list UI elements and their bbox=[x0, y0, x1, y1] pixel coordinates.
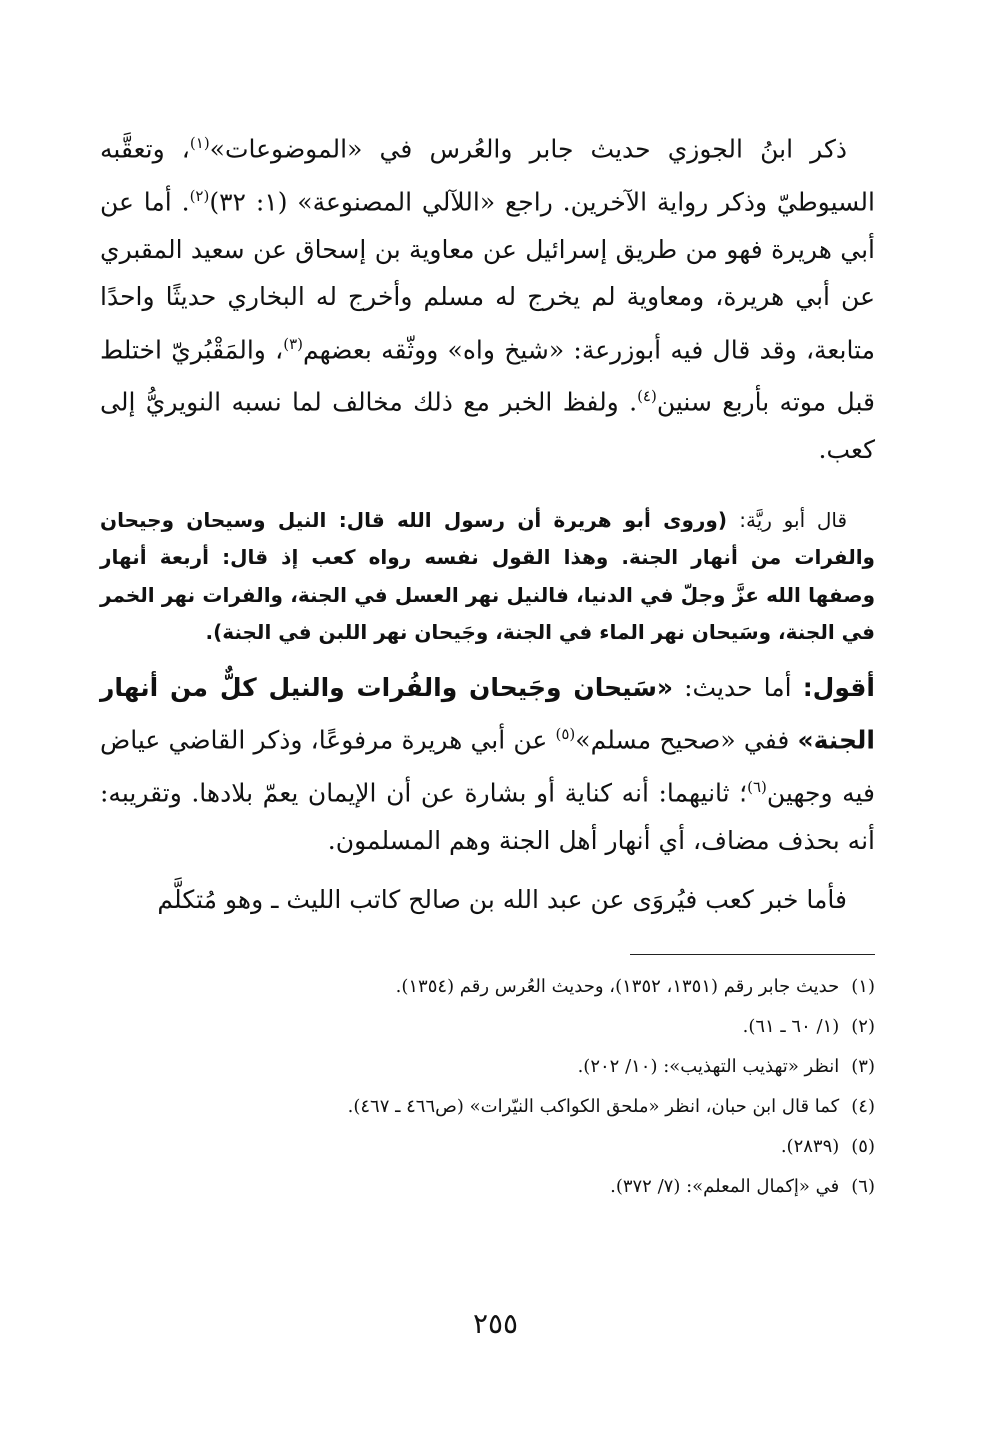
paragraph-1-part-1: ذكر ابنُ الجوزي حديث جابر والعُرس في «الموضوعات» bbox=[209, 134, 847, 164]
last-paragraph-text: فأما خبر كعب فيُروَى عن عبد الله بن صالح كاتب الليث ـ وهو مُتكلَّم bbox=[157, 885, 847, 915]
footnote-5 bbox=[100, 1127, 875, 1167]
page-content bbox=[100, 120, 875, 1207]
reply-paragraph bbox=[100, 664, 875, 865]
footnote-ref-3[interactable]: (٣) bbox=[283, 334, 303, 353]
footnote-3 bbox=[100, 1047, 875, 1087]
footnote-text: (١/ ٦٠ ـ ٦١). bbox=[742, 1015, 840, 1037]
footnote-number: (٣) bbox=[851, 1055, 875, 1077]
footnote-ref-5[interactable]: (٥) bbox=[555, 725, 576, 744]
last-paragraph bbox=[100, 876, 875, 924]
footnote-number: (٢) bbox=[851, 1015, 875, 1037]
hadith-text: «سَيحان وجَيحان والفُرات والنيل كلٌّ من أنهار الجنة» bbox=[100, 672, 875, 755]
reply-part-4: ؛ ثانيهما: أنه كناية أو بشارة عن أن الإيمان يعمّ بلادها. وتقريبه: أنه بحذف مضاف، أي أنهار أهل الجنة وهم المسلمون. bbox=[100, 778, 875, 855]
reply-part-3: عن أبي هريرة مرفوعًا، وذكر القاضي عياض فيه وجهين bbox=[100, 725, 875, 808]
footnote-number: (٤) bbox=[851, 1095, 875, 1117]
footnote-text: انظر «تهذيب التهذيب»: (١٠/ ٢٠٢). bbox=[577, 1055, 840, 1077]
footnote-text: كما قال ابن حبان، انظر «ملحق الكواكب النيّرات» (ص٤٦٦ ـ ٤٦٧). bbox=[347, 1095, 840, 1117]
paragraph-1-part-3: . أما عن أبي هريرة فهو من طريق إسرائيل عن معاوية بن إسحاق عن سعيد المقبري عن أبي هريرة، ومعاوية لم يخرج له مسلم وأخرج له البخاري حديثًا واحدًا متابعة، وقد قال فيه أبوزرعة: «شيخ واه» ووثّقه بعضهم bbox=[100, 187, 875, 364]
paragraph-1-part-2: ، وتعقَّبه السيوطيّ وذكر رواية الآخرين. راجع «اللآلي المصنوعة» (١: ٣٢) bbox=[100, 134, 875, 217]
footnote-ref-4[interactable]: (٤) bbox=[637, 387, 657, 406]
footnotes bbox=[100, 967, 875, 1207]
quoted-block bbox=[100, 502, 875, 652]
footnote-ref-2[interactable]: (٢) bbox=[189, 186, 210, 205]
page-number: ٢٥٥ bbox=[472, 1307, 519, 1340]
footnote-text: في «إكمال المعلم»: (٧/ ٣٧٢). bbox=[610, 1175, 840, 1197]
paragraph-1-part-4: ، والمَقْبُريّ اختلط قبل موته بأربع سنين bbox=[100, 334, 875, 417]
reply-part-2: ففي «صحيح مسلم» bbox=[575, 725, 798, 755]
footnote-number: (١) bbox=[851, 975, 875, 997]
footnote-2 bbox=[100, 1007, 875, 1047]
quote-text: (وروى أبو هريرة أن رسول الله قال: النيل وسيحان وجيحان والفرات من أنهار الجنة. وهذا القول نفسه رواه كعب إذ قال: أربعة أنهار وصفها الله عزَّ وجلّ في الدنيا، فالنيل نهر العسل في الجنة، والفرات نهر الخمر في الجنة، وسَيحان نهر الماء في الجنة، وجَيحان نهر اللبن في الجنة). bbox=[100, 507, 875, 645]
quote-label: قال أبو ريَّة: bbox=[739, 507, 848, 532]
footnote-ref-1[interactable]: (١) bbox=[189, 134, 210, 152]
footnote-text: حديث جابر رقم (١٣٥١، ١٣٥٢)، وحديث العُرس رقم (١٣٥٤). bbox=[395, 975, 840, 997]
footnote-number: (٦) bbox=[851, 1175, 875, 1197]
footnote-6 bbox=[100, 1167, 875, 1207]
footnote-ref-6[interactable]: (٦) bbox=[747, 778, 767, 797]
footnote-1 bbox=[100, 967, 875, 1007]
footnote-number: (٥) bbox=[851, 1135, 875, 1157]
paragraph-1-part-5: . ولفظ الخبر مع ذلك مخالف لما نسبه النويريُّ إلى كعب. bbox=[100, 387, 875, 465]
paragraph-1 bbox=[100, 120, 875, 474]
reply-label: أقول: bbox=[802, 672, 875, 702]
footnote-divider bbox=[630, 954, 875, 955]
footnote-4 bbox=[100, 1087, 875, 1127]
footnote-text: (٢٨٣٩). bbox=[780, 1135, 840, 1157]
reply-part-1: أما حديث: bbox=[673, 672, 803, 702]
